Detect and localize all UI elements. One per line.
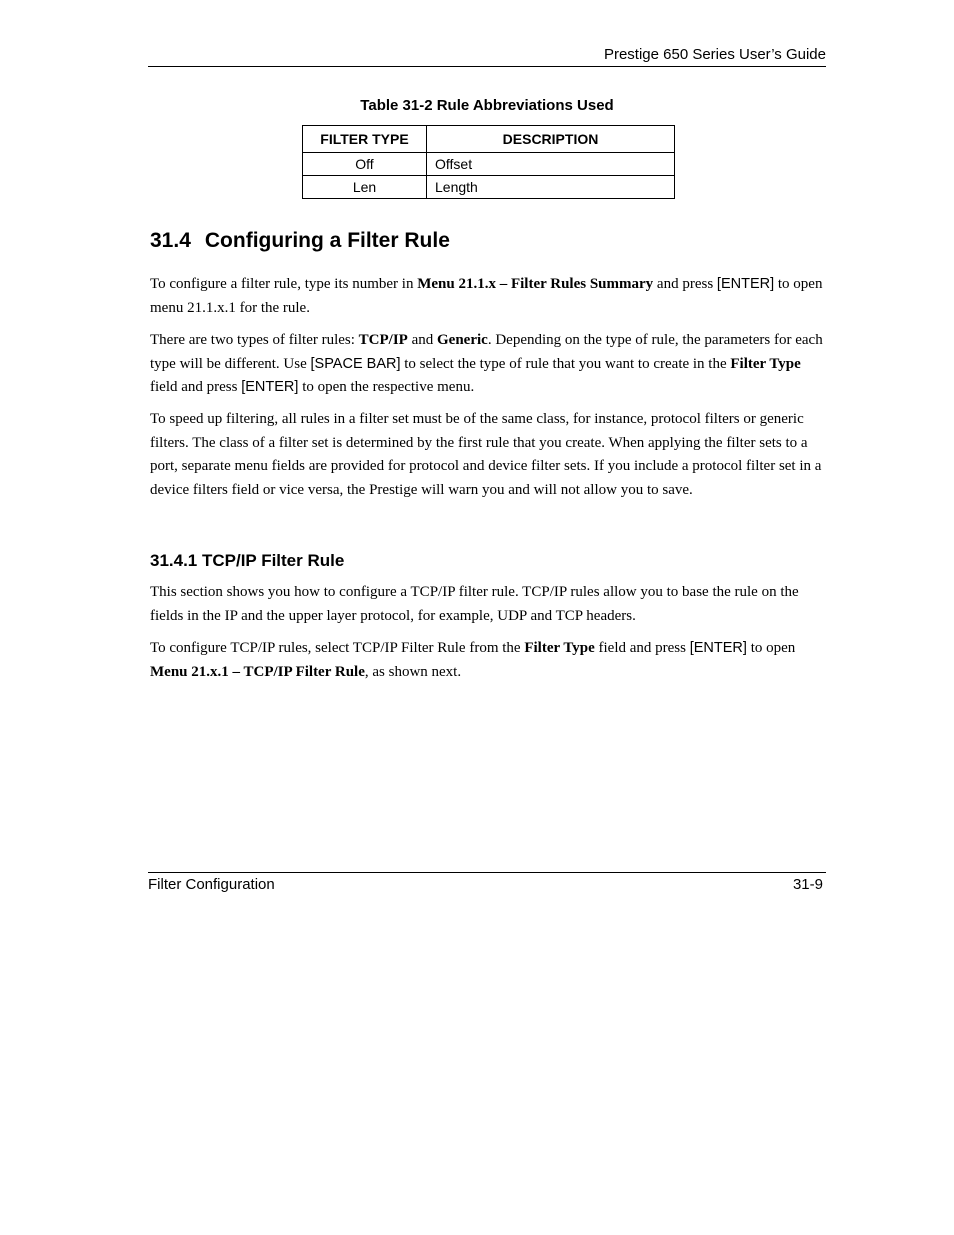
column-header-filter-type: FILTER TYPE — [303, 126, 427, 153]
menu-reference: Menu 21.1.x – Filter Rules Summary — [417, 276, 654, 292]
key-reference: [SPACE BAR] — [310, 355, 401, 372]
rule-type-generic: Generic — [437, 332, 488, 348]
page-footer — [148, 872, 826, 894]
key-reference: [ENTER] — [241, 379, 299, 395]
rule-abbreviations-table — [302, 125, 675, 199]
key-reference: [ENTER] — [689, 640, 747, 656]
table-cell: Offset — [427, 153, 675, 176]
section-number: 31.4 — [150, 229, 191, 252]
table-cell: Off — [303, 153, 427, 176]
field-reference: Filter Type — [524, 640, 595, 656]
table-row — [303, 176, 675, 199]
table-row — [303, 153, 675, 176]
field-reference: Filter Type — [730, 355, 801, 372]
table-cell: Len — [303, 176, 427, 199]
page-number: 31-9 — [792, 876, 823, 893]
section-title: Configuring a Filter Rule — [204, 229, 450, 252]
key-reference: [ENTER] — [716, 276, 775, 292]
column-header-description: DESCRIPTION — [427, 126, 675, 153]
subsection-heading: 31.4.1 TCP/IP Filter Rule — [150, 551, 345, 570]
table-header-row — [303, 126, 675, 153]
rule-type-tcpip: TCP/IP — [358, 332, 408, 348]
menu-reference: Menu 21.x.1 – TCP/IP Filter Rule — [150, 663, 365, 680]
section-heading — [150, 228, 450, 254]
paragraph-filter-rule-types: There are two types of filter rules: TCP/IP and Generic. Depending on the type of rule, the parameters for each type will be different. Use [SPACE BAR] to select the type of rule that you want to create in the Filter Type field and press [ENTER] to open the respective menu. — [150, 332, 823, 395]
footer-chapter: Filter Configuration — [148, 876, 275, 893]
paragraph-speed-up-filtering: To speed up filtering, all rules in a filter set must be of the same class, for instance, protocol filters or generic filters. The class of a filter set is determined by the first rule that you create. When applying the filter sets to a port, separate menu fields are provided for protocol and device filter sets. If you include a protocol filter set in a device filters field or vice versa, the Prestige will warn you and will not allow you to save. — [150, 411, 822, 498]
table-caption: Table 31-2 Rule Abbreviations Used — [360, 97, 614, 114]
table-cell: Length — [427, 176, 675, 199]
paragraph-configure-filter-rule: To configure a filter rule, type its number in Menu 21.1.x – Filter Rules Summary and press [ENTER] to open menu 21.1.x.1 for the rule. — [150, 276, 823, 316]
paragraph-tcpip-intro: This section shows you how to configure a TCP/IP filter rule. TCP/IP rules allow you to base the rule on the fields in the IP and the upper layer protocol, for example, UDP and TCP headers. — [150, 584, 799, 624]
running-header-title: Prestige 650 Series User’s Guide — [603, 46, 826, 63]
paragraph-configure-tcpip: To configure TCP/IP rules, select TCP/IP Filter Rule from the Filter Type field and press [ENTER] to open Menu 21.x.1 – TCP/IP Filter Rule, as shown next. — [150, 640, 796, 680]
running-header — [148, 46, 826, 67]
